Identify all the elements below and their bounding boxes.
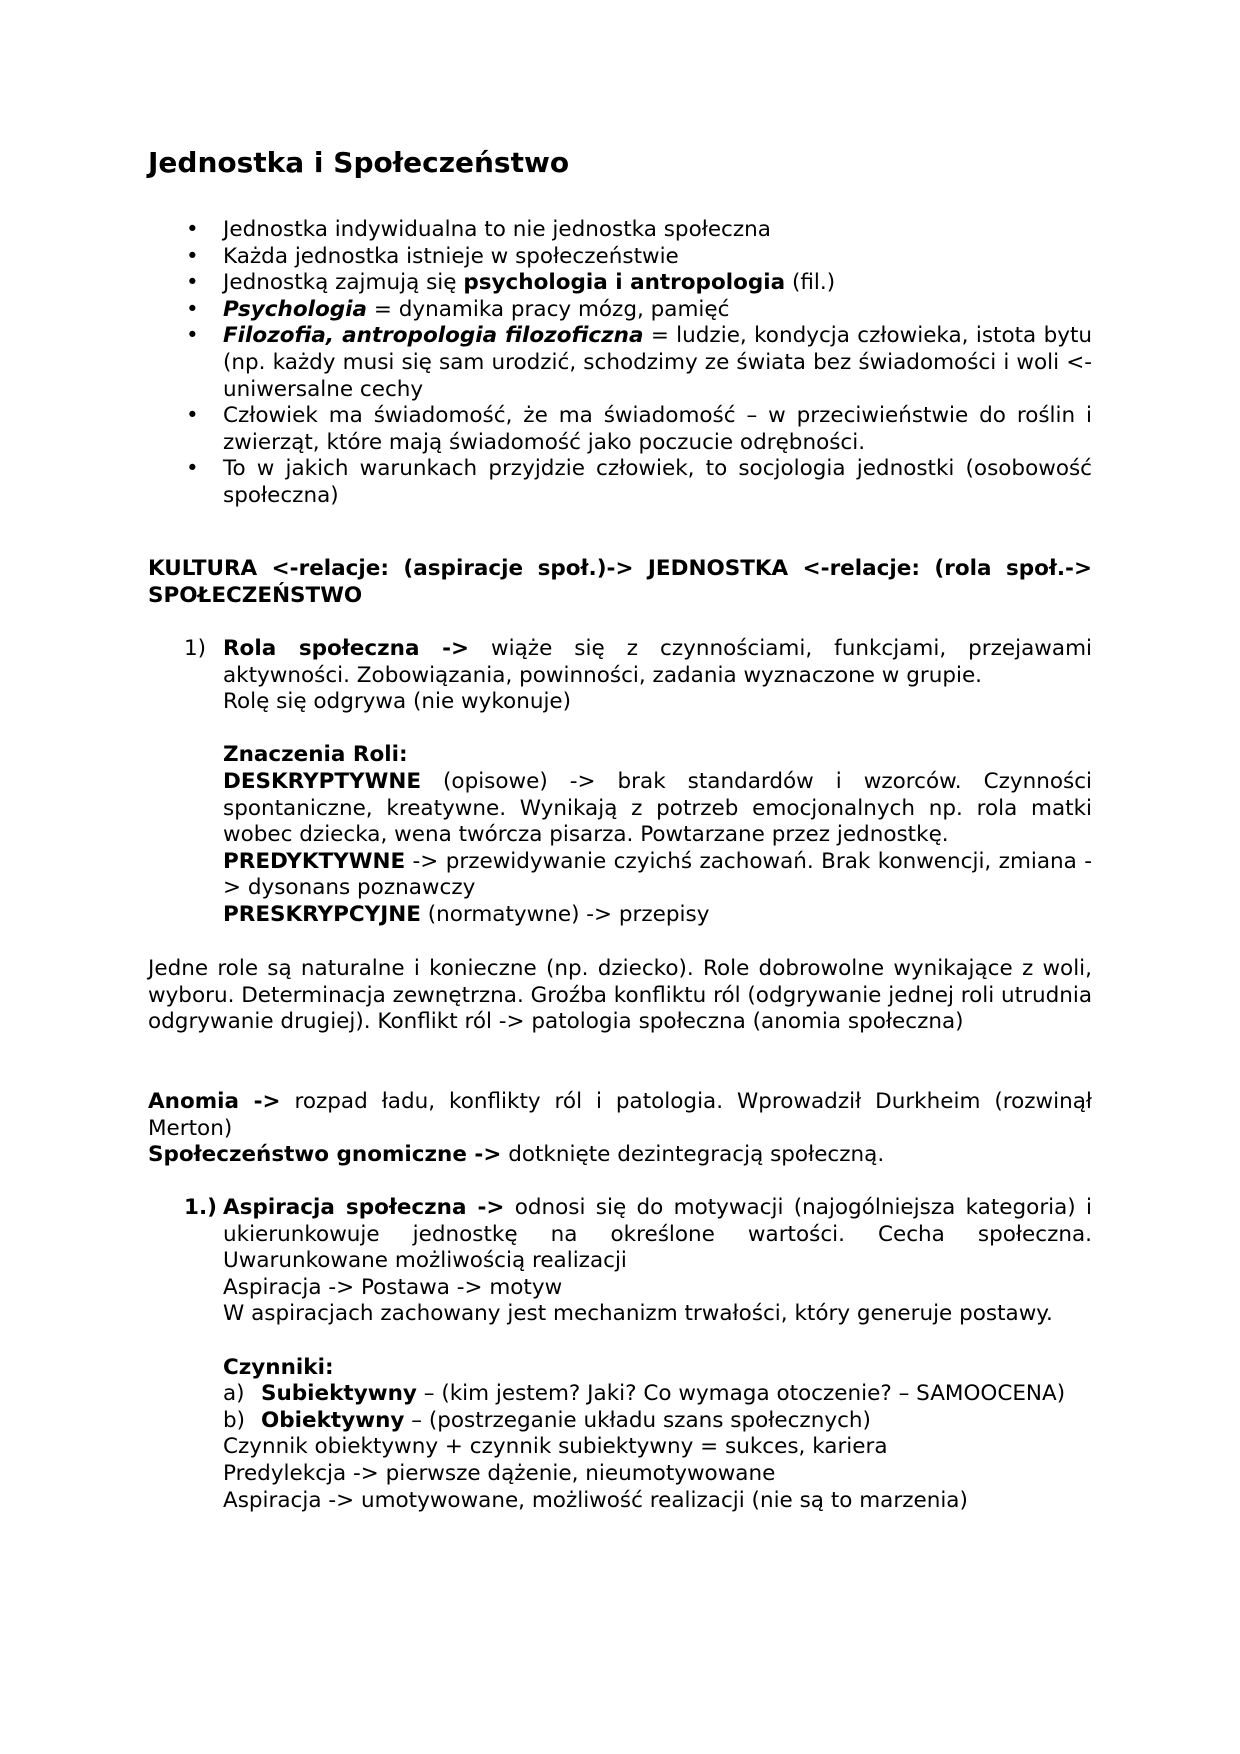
list-item: • Jednostką zajmują się psychologia i antropologia (fil.)	[148, 270, 1092, 297]
list-item: • Psychologia = dynamika pracy mózg, pamięć	[148, 297, 1092, 324]
bold-term: Rola społeczna ->	[223, 636, 470, 661]
numbered-item-aspiration: 1.) Aspiracja społeczna -> odnosi się do motywacji (najogólniejsza kategoria) i ukierunkowuje jednostkę na określone wartości. Cecha społeczna. Uwarunkowane możliwością realizacji	[184, 1195, 1092, 1274]
role-section	[148, 636, 1092, 929]
predilection-note: Predylekcja -> pierwsze dążenie, nieumotywowane	[223, 1460, 776, 1486]
list-item: • Jednostka indywidualna to nie jednostka społeczna	[148, 217, 1092, 244]
relation-heading: KULTURA <-relacje: (aspiracje społ.)-> JEDNOSTKA <-relacje: (rola społ.-> SPOŁECZEŃSTWO	[148, 556, 1092, 608]
bold-term: Aspiracja społeczna ->	[223, 1195, 505, 1220]
aspiration-mechanism: W aspiracjach zachowany jest mechanizm trwałości, który generuje postawy.	[223, 1301, 1053, 1327]
list-item: • To w jakich warunkach przyjdzie człowiek, to socjologia jednostki (osobowość społeczna)	[148, 456, 1092, 509]
intro-bullet-list	[148, 217, 1092, 510]
factor-sum: Czynnik obiektywny + czynnik subiektywny = sukces, kariera	[223, 1434, 888, 1460]
meanings-heading: Znaczenia Roli:	[223, 742, 408, 768]
document-title: Jednostka i Społeczeństwo	[148, 146, 570, 179]
factor-objective: b) Obiektywny – (postrzeganie układu szans społecznych)	[223, 1407, 871, 1433]
aspiration-section	[148, 1195, 1092, 1514]
gnomic-paragraph: Społeczeństwo gnomiczne -> dotknięte dezintegracją społeczną.	[148, 1142, 885, 1167]
bold-italic-term: Psychologia	[223, 296, 368, 322]
role-note: Rolę się odgrywa (nie wykonuje)	[223, 689, 572, 715]
bold-term: psychologia i antropologia	[463, 270, 786, 296]
numbered-item-role: 1) Rola społeczna -> wiąże się z czynnościami, funkcjami, przejawami aktywności. Zobowiązania, powinności, zadania wyznaczone w grupie.	[184, 636, 1092, 688]
bold-italic-term: Filozofia, antropologia filozoficzna	[223, 323, 644, 349]
meaning-descriptive: DESKRYPTYWNE (opisowe) -> brak standardów i wzorców. Czynności spontaniczne, kreatywne. Wynikają z potrzeb emocjonalnych np. rola matki wobec dziecka, wena twórcza pisarza. Powtarzane przez jednostkę.	[223, 768, 1092, 848]
meaning-prescriptive: PRESKRYPCYJNE (normatywne) -> przepisy	[223, 901, 710, 927]
factor-list	[148, 1381, 1092, 1434]
aspiration-chain: Aspiracja -> Postawa -> motyw	[223, 1274, 563, 1300]
anomia-paragraph: Anomia -> rozpad ładu, konflikty ról i patologia. Wprowadził Durkheim (rozwinął Merton)	[148, 1089, 1092, 1141]
list-item: • Człowiek ma świadomość, że ma świadomość – w przeciwieństwie do roślin i zwierząt, które mają świadomość jako poczucie odrębności.	[148, 403, 1092, 456]
roles-paragraph: Jedne role są naturalne i konieczne (np. dziecko). Role dobrowolne wynikające z woli, wyboru. Determinacja zewnętrzna. Groźba konfliktu ról (odgrywanie jednej roli utrudnia odgrywanie drugiej). Konflikt ról -> patologia społeczna (anomia społeczna)	[148, 956, 1092, 1035]
list-item: • Filozofia, antropologia filozoficzna = ludzie, kondycja człowieka, istota bytu (np. każdy musi się sam urodzić, schodzimy ze świata bez świadomości i woli <- uniwersalne cechy	[148, 323, 1092, 403]
factors-heading: Czynniki:	[223, 1354, 334, 1380]
list-item: • Każda jednostka istnieje w społeczeństwie	[148, 244, 1092, 271]
aspiration-note: Aspiracja -> umotywowane, możliwość realizacji (nie są to marzenia)	[223, 1487, 968, 1513]
item-number: 1)	[184, 636, 207, 661]
factor-subjective: a) Subiektywny – (kim jestem? Jaki? Co wymaga otoczenie? – SAMOOCENA)	[223, 1381, 1066, 1407]
item-number: 1.)	[184, 1195, 217, 1220]
meaning-predictive: PREDYKTYWNE -> przewidywanie czyichś zachowań. Brak konwencji, zmiana -> dysonans poznawczy	[223, 848, 1092, 901]
